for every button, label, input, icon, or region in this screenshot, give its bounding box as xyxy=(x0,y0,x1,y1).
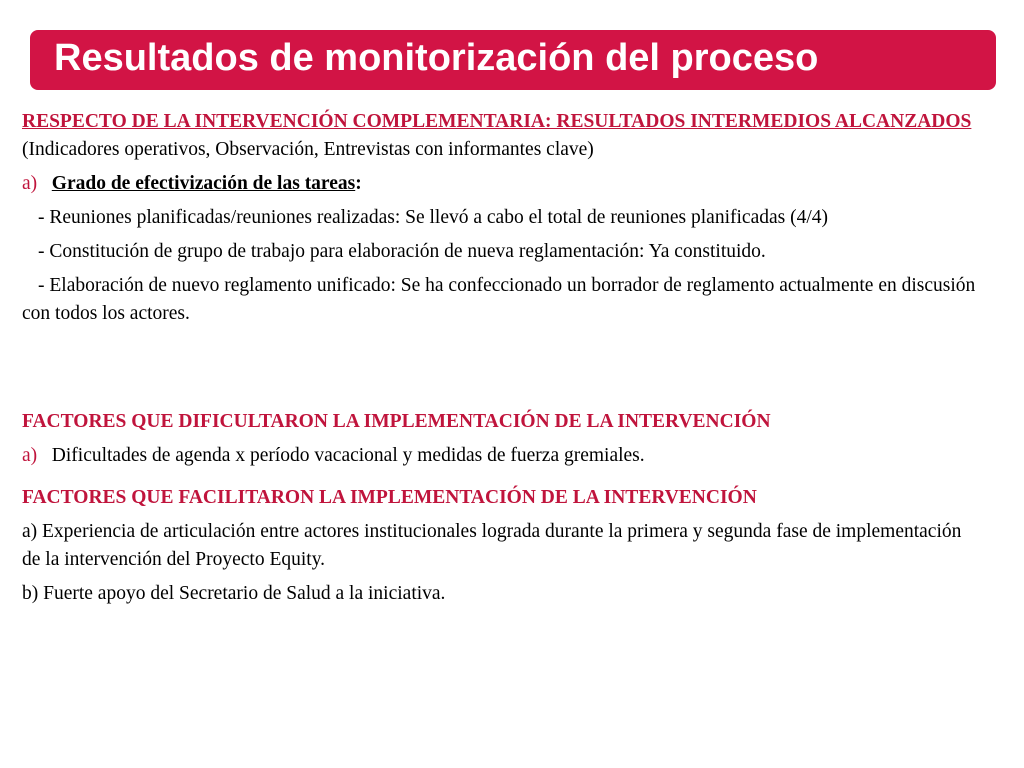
section1-item-a xyxy=(22,170,982,198)
section2-item-a xyxy=(22,442,982,470)
section1-item-a-colon: : xyxy=(355,173,362,194)
section1-item-a-label: Grado de efectivización de las tareas xyxy=(51,173,356,194)
section2-heading xyxy=(22,408,982,436)
section1-heading: RESPECTO DE LA INTERVENCIÓN COMPLEMENTARIA: RESULTADOS INTERMEDIOS ALCANZADOS xyxy=(22,111,972,132)
section2-item-text: Dificultades de agenda x período vacacional y medidas de fuerza gremiales. xyxy=(51,445,645,466)
bullet-2: - Constitución de grupo de trabajo para elaboración de nueva reglamentación: Ya constituido. xyxy=(38,241,766,262)
title-bar xyxy=(30,30,996,90)
section1-item-a-marker: a) xyxy=(22,173,38,194)
bullet-1: - Reuniones planificadas/reuniones realizadas: Se llevó a cabo el total de reuniones planificadas (4/4) xyxy=(38,207,828,228)
slide-title: Resultados de monitorización del proceso xyxy=(54,37,819,79)
section2-heading-text: FACTORES QUE DIFICULTARON LA IMPLEMENTACIÓN DE LA INTERVENCIÓN xyxy=(22,411,771,432)
section2-item-marker: a) xyxy=(22,445,38,466)
section3-heading xyxy=(22,484,982,512)
bullet-3: - Elaboración de nuevo reglamento unificado: Se ha confeccionado un borrador de reglamento actualmente en discusión con todos los actores. xyxy=(22,275,976,324)
section1-sources: (Indicadores operativos, Observación, Entrevistas con informantes clave) xyxy=(22,139,594,160)
section3-heading-text: FACTORES QUE FACILITARON LA IMPLEMENTACIÓN DE LA INTERVENCIÓN xyxy=(22,487,757,508)
section1-heading-paragraph xyxy=(22,108,982,164)
section3-item-a: a) Experiencia de articulación entre actores institucionales lograda durante la primera y segunda fase de implementación de la intervención del Proyecto Equity. xyxy=(22,521,962,570)
slide-content xyxy=(22,108,982,608)
section3-item-b: b) Fuerte apoyo del Secretario de Salud a la iniciativa. xyxy=(22,583,446,604)
